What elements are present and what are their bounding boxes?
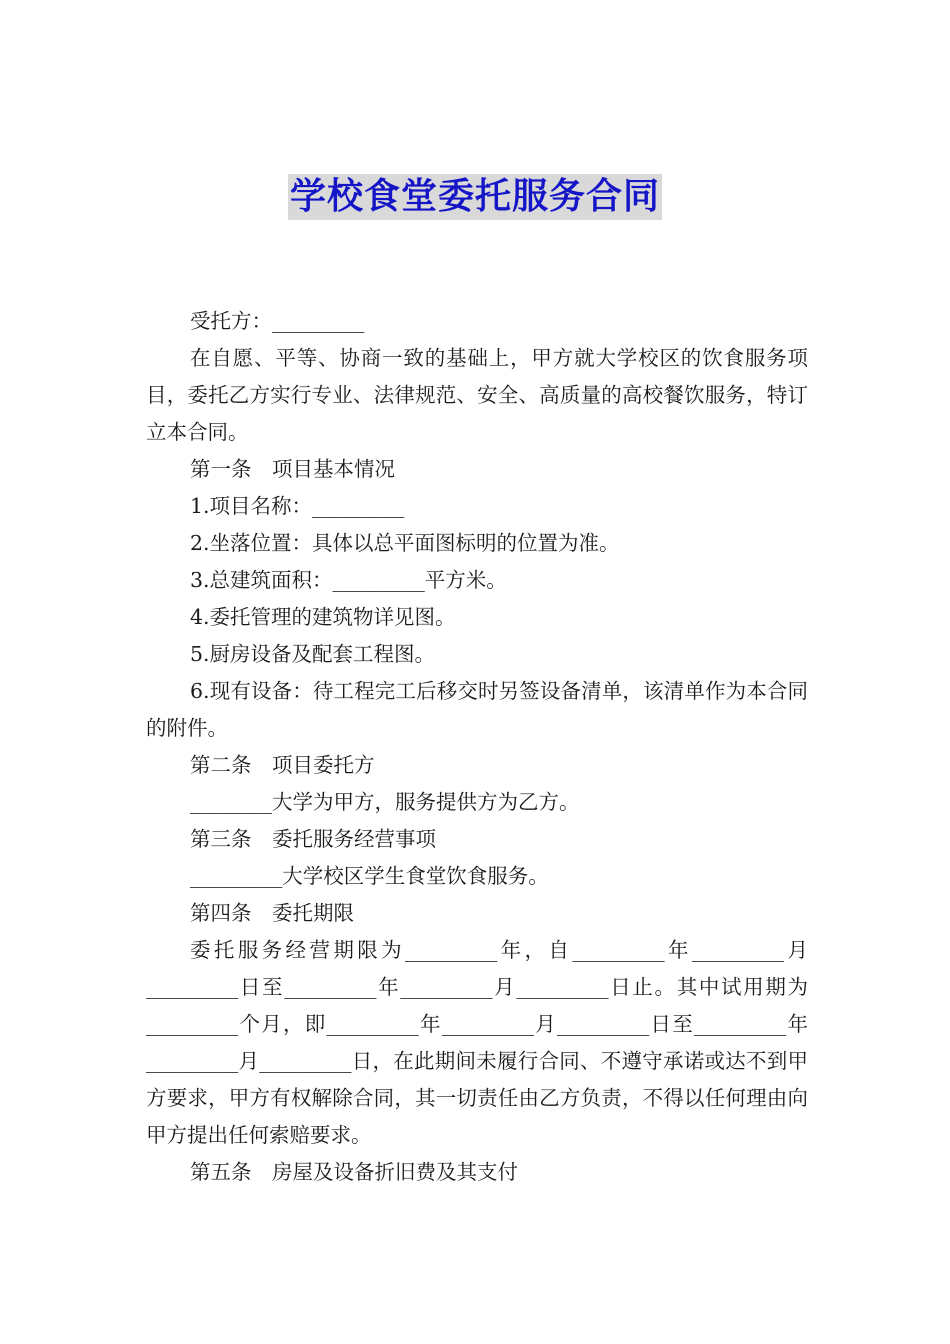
- article-1-item-3: 3.总建筑面积：_________平方米。: [190, 568, 507, 592]
- paragraph-trustee: 受托方：_________: [190, 309, 365, 333]
- article-4-body: 委托服务经营期限为_________年，自_________年_________月_________日至_________年_________月_________日止。其中试用期为_________个月，即_________年_________月_________日至_________年_________月_________日，在此期间未履行合同、不遵守承诺或达不到甲方要求，甲方有权解除合同，其一切责任由乙方负责，不得以任何理由向甲方提出任何索赔要求。: [146, 938, 808, 1147]
- document-body: [146, 303, 808, 1191]
- article-1-item-2: 2.坐落位置：具体以总平面图标明的位置为准。: [190, 531, 620, 555]
- article-1-item-4: 4.委托管理的建筑物详见图。: [190, 605, 456, 629]
- paragraph-preamble: 在自愿、平等、协商一致的基础上，甲方就大学校区的饮食服务项目，委托乙方实行专业、法律规范、安全、高质量的高校餐饮服务，特订立本合同。: [146, 346, 808, 444]
- title-container: [0, 174, 950, 220]
- article-5-heading: 第五条 房屋及设备折旧费及其支付: [190, 1160, 518, 1184]
- article-3-heading: 第三条 委托服务经营事项: [190, 827, 436, 851]
- article-2-heading: 第二条 项目委托方: [190, 753, 375, 777]
- article-3-body: _________大学校区学生食堂饮食服务。: [190, 864, 549, 888]
- article-4-heading: 第四条 委托期限: [190, 901, 354, 925]
- article-1-item-5: 5.厨房设备及配套工程图。: [190, 642, 436, 666]
- document-title: 学校食堂委托服务合同: [288, 174, 662, 220]
- article-1-item-6: 6.现有设备：待工程完工后移交时另签设备清单，该清单作为本合同的附件。: [146, 679, 808, 740]
- article-1-item-1: 1.项目名称：_________: [190, 494, 405, 518]
- article-2-body: ________大学为甲方，服务提供方为乙方。: [190, 790, 580, 814]
- article-1-heading: 第一条 项目基本情况: [190, 457, 395, 481]
